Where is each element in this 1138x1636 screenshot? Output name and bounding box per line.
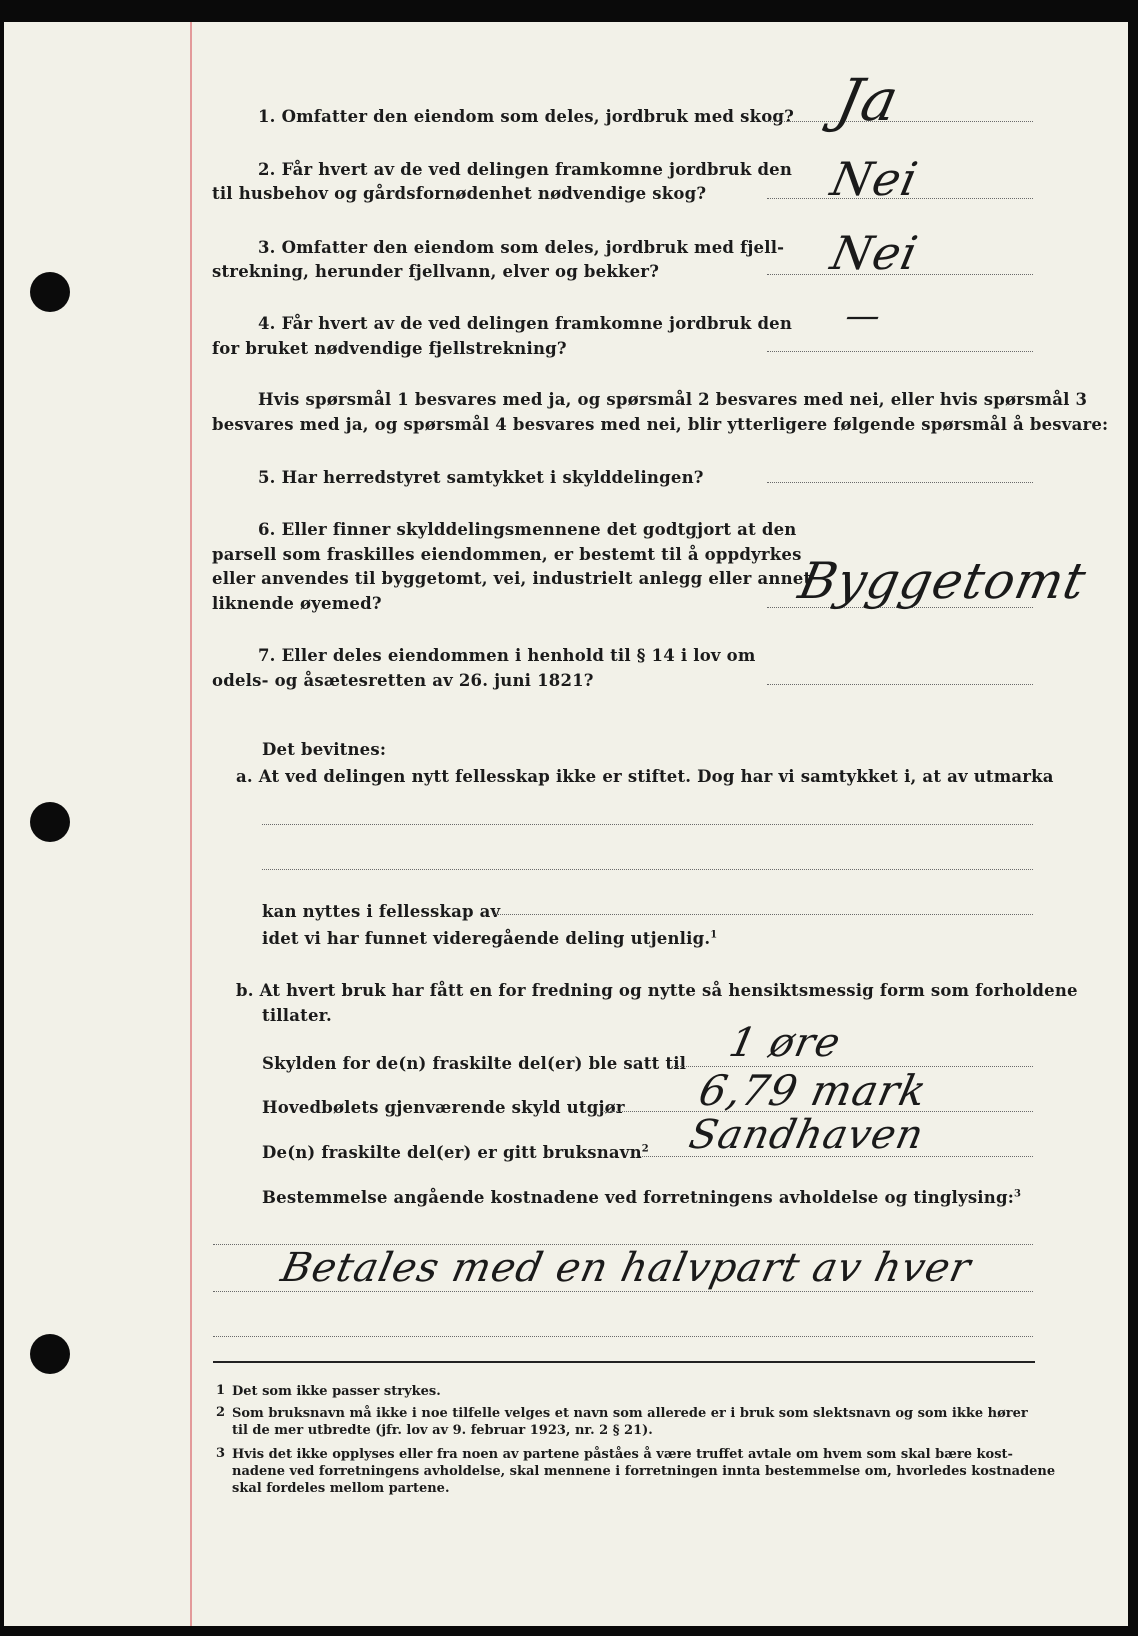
skyld-value: 1 øre bbox=[725, 1020, 845, 1066]
answer-1: Ja bbox=[830, 66, 906, 134]
answer-line bbox=[767, 351, 1033, 352]
answer-line bbox=[767, 684, 1033, 685]
cost-label: Bestemmelse angående kostnadene ved forretningens avholdelse og tinglysing:$^3$ bbox=[262, 1188, 1022, 1207]
answer-3: Nei bbox=[826, 226, 923, 280]
question-7-cont: odels- og åsætesretten av 26. juni 1821? bbox=[212, 671, 594, 690]
witness-a-common: kan nyttes i fellesskap av bbox=[262, 902, 501, 921]
bruksnavn-label: De(n) fraskilte del(er) er gitt bruksnavn$^2$ bbox=[262, 1143, 649, 1162]
footnote-3-number: 3 bbox=[216, 1446, 226, 1461]
punch-hole bbox=[30, 272, 70, 312]
question-7: 7. Eller deles eiendommen i henhold til § 14 i lov om bbox=[258, 646, 756, 665]
question-6-cont-1: parsell som fraskilles eiendommen, er bestemt til å oppdyrkes bbox=[212, 545, 802, 564]
footnote-2-cont: til de mer utbredte (jfr. lov av 9. februar 1923, nr. 2 § 21). bbox=[232, 1423, 653, 1438]
question-3: 3. Omfatter den eiendom som deles, jordbruk med fjell- bbox=[258, 238, 785, 257]
question-6: 6. Eller finner skylddelingsmennene det godtgjort at den bbox=[258, 520, 797, 539]
blank-line bbox=[494, 914, 1033, 915]
blank-line bbox=[262, 824, 1033, 825]
blank-line bbox=[262, 869, 1033, 870]
answer-2: Nei bbox=[826, 152, 923, 206]
footnote-3-cont-2: skal fordeles mellom partene. bbox=[232, 1481, 450, 1496]
answer-line bbox=[767, 121, 1033, 122]
question-4: 4. Får hvert av de ved delingen framkomne jordbruk den bbox=[258, 314, 793, 333]
question-2-cont: til husbehov og gårdsfornødenhet nødvendige skog? bbox=[212, 184, 707, 203]
margin-line bbox=[190, 22, 192, 1626]
question-6-cont-3: liknende øyemed? bbox=[212, 594, 382, 613]
footnote-2-number: 2 bbox=[216, 1405, 226, 1420]
witness-a: a. At ved delingen nytt fellesskap ikke er stiftet. Dog har vi samtykket i, at av utmarka bbox=[236, 767, 1054, 786]
question-5: 5. Har herredstyret samtykket i skylddelingen? bbox=[258, 468, 704, 487]
witness-b-cont: tillater. bbox=[262, 1006, 332, 1025]
answer-line bbox=[767, 482, 1033, 483]
blank-line bbox=[213, 1336, 1033, 1337]
bruksnavn-value: Sandhaven bbox=[685, 1112, 929, 1158]
answer-6: Byggetomt bbox=[793, 552, 1092, 610]
hoved-value: 6,79 mark bbox=[694, 1066, 932, 1115]
instruction-line-1: Hvis spørsmål 1 besvares med ja, og spørsmål 2 besvares med nei, eller hvis spørsmål 3 bbox=[258, 390, 1088, 409]
question-6-cont-2: eller anvendes til byggetomt, vei, industrielt anlegg eller annet bbox=[212, 569, 812, 588]
footnote-divider bbox=[213, 1361, 1035, 1363]
witness-a-reason: idet vi har funnet videregående deling utjenlig.$^1$ bbox=[262, 929, 718, 948]
cost-value: Betales med en halvpart av hver bbox=[277, 1245, 976, 1291]
question-2: 2. Får hvert av de ved delingen framkomne jordbruk den bbox=[258, 160, 793, 179]
footnote-1: Det som ikke passer strykes. bbox=[232, 1384, 441, 1399]
footnote-1-number: 1 bbox=[216, 1383, 226, 1398]
punch-hole bbox=[30, 1334, 70, 1374]
hoved-label: Hovedbølets gjenværende skyld utgjør bbox=[262, 1098, 625, 1117]
footnote-2: Som bruksnavn må ikke i noe tilfelle velges et navn som allerede er i bruk som slektsnavn og som ikke hører bbox=[232, 1406, 1028, 1421]
question-3-cont: strekning, herunder fjellvann, elver og bekker? bbox=[212, 262, 660, 281]
blank-line bbox=[213, 1291, 1033, 1292]
footnote-3: Hvis det ikke opplyses eller fra noen av partene påståes å være truffet avtale om hvem som skal bære kost- bbox=[232, 1447, 1013, 1462]
question-1: 1. Omfatter den eiendom som deles, jordbruk med skog? bbox=[258, 107, 795, 126]
witness-heading: Det bevitnes: bbox=[262, 740, 387, 759]
punch-hole bbox=[30, 802, 70, 842]
footnote-3-cont-1: nadene ved forretningens avholdelse, skal mennene i forretningen innta bestemmelse om, hvorledes kostnadene bbox=[232, 1464, 1056, 1479]
witness-b: b. At hvert bruk har fått en for fredning og nytte så hensiktsmessig form som forholdene bbox=[236, 981, 1078, 1000]
skyld-label: Skylden for de(n) fraskilte del(er) ble satt til bbox=[262, 1054, 687, 1073]
answer-4: — bbox=[841, 296, 886, 336]
instruction-line-2: besvares med ja, og spørsmål 4 besvares med nei, blir ytterligere følgende spørsmål å besvare: bbox=[212, 415, 1109, 434]
question-4-cont: for bruket nødvendige fjellstrekning? bbox=[212, 339, 567, 358]
